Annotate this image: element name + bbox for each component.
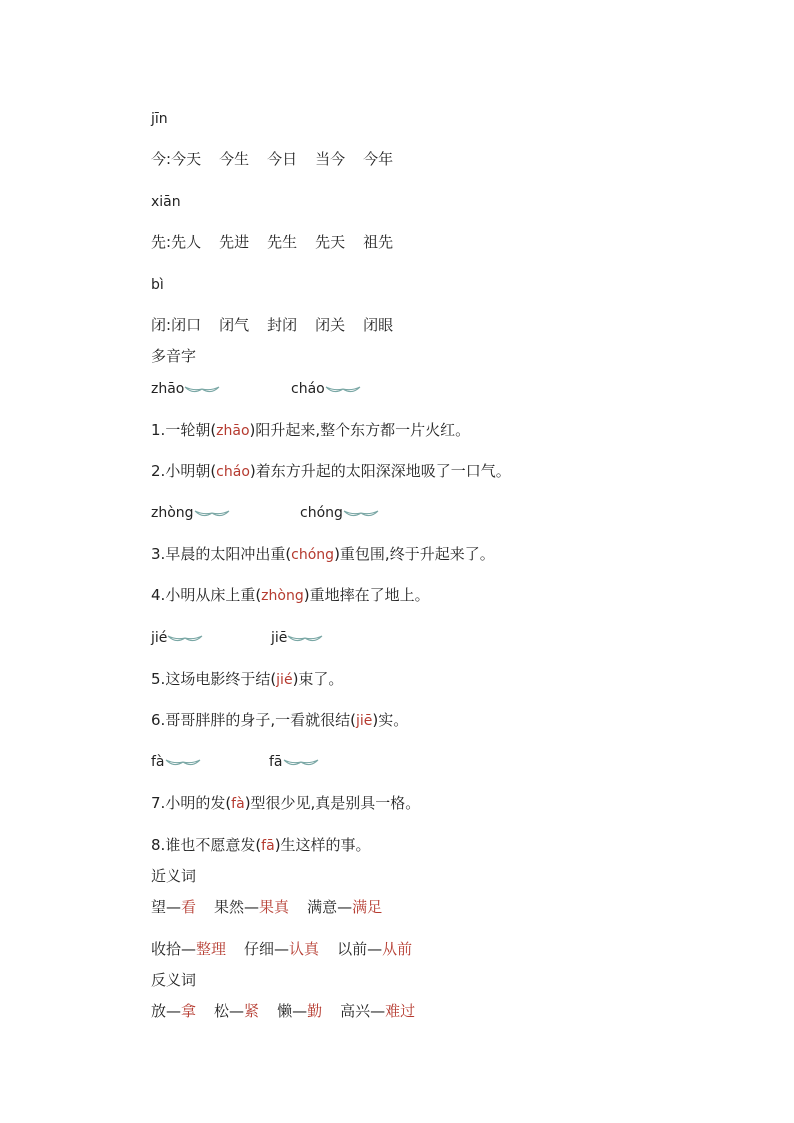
answer-pinyin: fà <box>231 796 245 812</box>
reading-a <box>151 627 203 648</box>
word-item: 今天 <box>171 150 202 168</box>
answer-pinyin: zhāo <box>216 423 250 439</box>
sentence-text: 哥哥胖胖的身子,一看就很结( <box>165 711 356 729</box>
reading-b <box>269 751 319 772</box>
section-title: 近义词 <box>151 867 197 885</box>
answer-word: 认真 <box>289 940 320 958</box>
word: 果然 <box>214 898 245 916</box>
sentence-number: 6. <box>151 711 166 729</box>
sentence-line <box>151 585 430 606</box>
answer-pinyin: zhòng <box>261 588 304 604</box>
word-item: 祖先 <box>363 233 394 251</box>
word: 以前 <box>337 940 368 958</box>
wave-decoration-icon <box>287 632 323 644</box>
pinyin-line <box>151 274 164 295</box>
word-item: 闭气 <box>219 316 250 334</box>
answer-word: 从前 <box>382 940 413 958</box>
word-item: 封闭 <box>267 316 298 334</box>
head-character: 先 <box>151 233 167 251</box>
pinyin-label: bì <box>151 277 164 293</box>
reading-b <box>300 502 379 523</box>
reading-line <box>151 502 343 523</box>
answer-word: 勤 <box>307 1002 323 1020</box>
head-character: 闭 <box>151 316 167 334</box>
sentence-number: 1. <box>151 421 166 439</box>
word: 松 <box>214 1002 230 1020</box>
sentence-number: 4. <box>151 586 166 604</box>
sentence-text: 小明从床上重( <box>165 586 262 604</box>
sentence-text: )实。 <box>372 711 409 729</box>
dash: — <box>367 940 383 958</box>
sentence-text: )束了。 <box>292 670 344 688</box>
reading-pinyin: cháo <box>291 381 325 397</box>
sentence-line <box>151 544 495 565</box>
reading-a <box>151 378 220 399</box>
reading-line <box>151 751 283 772</box>
dash: — <box>166 1002 182 1020</box>
pinyin-label: jīn <box>151 111 168 127</box>
word-item: 先天 <box>315 233 346 251</box>
sentence-text: )着东方升起的太阳深深地吸了一口气。 <box>249 462 511 480</box>
word-item: 闭口 <box>171 316 202 334</box>
answer-pinyin: cháo <box>216 464 250 480</box>
answer-word: 看 <box>181 898 197 916</box>
word: 仔细 <box>244 940 275 958</box>
word-item: 先人 <box>171 233 202 251</box>
sentence-text: 谁也不愿意发( <box>165 836 262 854</box>
sentence-number: 2. <box>151 462 166 480</box>
section-title: 多音字 <box>151 347 197 365</box>
answer-word: 整理 <box>196 940 227 958</box>
section-title: 反义词 <box>151 971 197 989</box>
sentence-number: 8. <box>151 836 166 854</box>
reading-b <box>291 378 361 399</box>
reading-b <box>271 627 323 648</box>
word: 满意 <box>307 898 338 916</box>
dash: — <box>244 898 260 916</box>
sentence-text: )阳升起来,整个东方都一片火红。 <box>249 421 471 439</box>
word-item: 当今 <box>315 150 346 168</box>
sentence-line <box>151 461 511 482</box>
answer-pinyin: chóng <box>291 547 335 563</box>
dash: — <box>370 1002 386 1020</box>
section-title-synonym <box>151 866 196 886</box>
wave-decoration-icon <box>283 756 319 768</box>
sentence-text: 小明的发( <box>165 794 232 812</box>
head-character: 今 <box>151 150 167 168</box>
reading-pinyin: fā <box>269 754 283 770</box>
wave-decoration-icon <box>165 756 201 768</box>
word-group-line <box>151 232 393 252</box>
sentence-text: )生这样的事。 <box>274 836 371 854</box>
reading-pinyin: fà <box>151 754 165 770</box>
word-item: 今生 <box>219 150 250 168</box>
reading-pinyin: chóng <box>300 505 343 521</box>
dash: — <box>181 940 197 958</box>
reading-a <box>151 502 230 523</box>
answer-pinyin: fā <box>261 838 275 854</box>
sentence-text: 早晨的太阳冲出重( <box>165 545 292 563</box>
pinyin-label: xiān <box>151 194 181 210</box>
sentence-number: 3. <box>151 545 166 563</box>
word-item: 闭关 <box>315 316 346 334</box>
dash: — <box>229 1002 245 1020</box>
reading-line <box>151 378 325 399</box>
reading-pinyin: zhòng <box>151 505 194 521</box>
sentence-line <box>151 420 470 441</box>
dash: — <box>166 898 182 916</box>
sentence-line <box>151 669 343 690</box>
wave-decoration-icon <box>167 632 203 644</box>
sentence-text: )重包围,终于升起来了。 <box>334 545 495 563</box>
wave-decoration-icon <box>184 383 220 395</box>
word-group-line <box>151 315 393 335</box>
answer-pinyin: jiē <box>355 713 373 729</box>
sentence-text: 小明朝( <box>165 462 217 480</box>
sentence-number: 5. <box>151 670 166 688</box>
wave-decoration-icon <box>343 507 379 519</box>
word: 望 <box>151 898 167 916</box>
word: 高兴 <box>340 1002 371 1020</box>
word-item: 先生 <box>267 233 298 251</box>
dash: — <box>292 1002 308 1020</box>
synonym-row <box>151 897 382 917</box>
word-item: 今年 <box>363 150 394 168</box>
synonym-row <box>151 939 412 959</box>
sentence-text: )型很少见,真是别具一格。 <box>244 794 421 812</box>
answer-word: 满足 <box>352 898 383 916</box>
answer-pinyin: jié <box>276 672 293 688</box>
word-item: 闭眼 <box>363 316 394 334</box>
sentence-line <box>151 710 408 731</box>
sentence-text: )重地摔在了地上。 <box>303 586 430 604</box>
word-item: 今日 <box>267 150 298 168</box>
colon: : <box>166 316 172 334</box>
section-title-antonym <box>151 970 196 990</box>
sentence-number: 7. <box>151 794 166 812</box>
section-title-polyphone <box>151 346 196 366</box>
answer-word: 紧 <box>244 1002 260 1020</box>
pinyin-line <box>151 191 181 212</box>
answer-word: 拿 <box>181 1002 197 1020</box>
sentence-text: 一轮朝( <box>165 421 217 439</box>
word: 放 <box>151 1002 167 1020</box>
reading-line <box>151 627 288 648</box>
pinyin-line <box>151 108 168 129</box>
reading-a <box>151 751 201 772</box>
word-item: 先进 <box>219 233 250 251</box>
sentence-line <box>151 835 371 856</box>
word-group-line <box>151 149 393 169</box>
sentence-text: 这场电影终于结( <box>165 670 277 688</box>
antonym-row <box>151 1001 415 1021</box>
reading-pinyin: zhāo <box>151 381 185 397</box>
reading-pinyin: jiē <box>271 630 288 646</box>
wave-decoration-icon <box>194 507 230 519</box>
reading-pinyin: jié <box>151 630 168 646</box>
dash: — <box>274 940 290 958</box>
word: 懒 <box>277 1002 293 1020</box>
wave-decoration-icon <box>325 383 361 395</box>
answer-word: 难过 <box>385 1002 416 1020</box>
colon: : <box>166 150 172 168</box>
word: 收拾 <box>151 940 182 958</box>
answer-word: 果真 <box>259 898 290 916</box>
sentence-line <box>151 793 420 814</box>
dash: — <box>337 898 353 916</box>
colon: : <box>166 233 172 251</box>
